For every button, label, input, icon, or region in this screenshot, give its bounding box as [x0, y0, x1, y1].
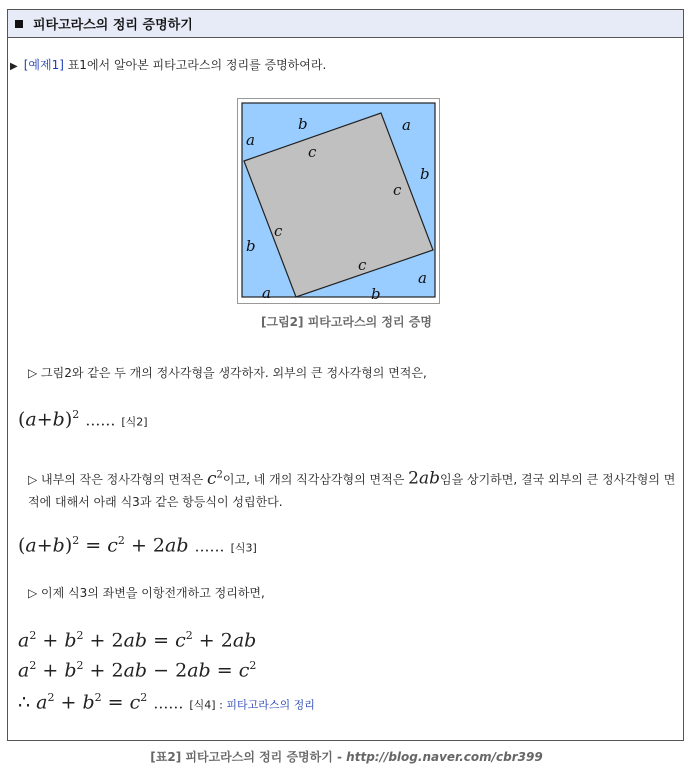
- eq2-dots: ……: [85, 411, 116, 430]
- label-a-bottom: a: [262, 284, 271, 302]
- label-a-right-bottom: a: [418, 269, 427, 287]
- label-b-top: b: [298, 115, 308, 133]
- table-caption-label: [표2] 피타고라스의 정리 증명하기 -: [150, 750, 342, 764]
- equation-expand-2: $a^2 + b^2 + 2ab - 2ab = c^2$: [18, 659, 257, 682]
- example-line: [10, 56, 326, 73]
- panel-title: 피타고라스의 정리 증명하기: [33, 18, 193, 33]
- example-label: [예제1]: [23, 58, 64, 72]
- example-text: 표1에서 알아본 피타고라스의 정리를 증명하여라.: [67, 58, 327, 72]
- eq4-link-pythagoras[interactable]: 피타고라스의 정리: [226, 698, 315, 712]
- triangle-bullet-icon: ▶: [10, 61, 18, 72]
- inline-2ab: 2ab: [408, 468, 440, 489]
- paragraph-3: ▷ 이제 식3의 좌변을 이항전개하고 정리하면,: [28, 586, 265, 600]
- eq4-tag: [식4]: [189, 698, 216, 712]
- table-caption: [0, 748, 693, 765]
- equation-expand-1: $a^2 + b^2 + 2ab = c^2 + 2ab$: [18, 629, 257, 652]
- pythagoras-figure: [237, 98, 440, 304]
- inline-c-squared: $c^2$: [207, 468, 223, 489]
- label-b-bottom: b: [371, 285, 381, 303]
- eq4-dots: ……: [153, 694, 184, 713]
- p2-part-a: ▷ 내부의 작은 정사각형의 면적은: [28, 472, 204, 487]
- label-a-left-top: a: [246, 131, 255, 149]
- label-c-bottom: c: [358, 256, 367, 274]
- blog-url-link[interactable]: http://blog.naver.com/cbr399: [346, 750, 543, 764]
- eq3-dots: ……: [194, 537, 225, 556]
- p2-part-b: 이고, 네 개의 직각삼각형의 면적은: [222, 472, 405, 487]
- label-b-left: b: [246, 237, 256, 255]
- equation-3: $(a+b)^2 = c^2 + 2ab$ …… [식3]: [18, 534, 257, 557]
- paragraph-1: ▷ 그림2와 같은 두 개의 정사각형을 생각하자. 외부의 큰 정사각형의 면적은,: [28, 366, 427, 380]
- figure-caption: [그림2] 피타고라스의 정리 증명: [261, 315, 432, 329]
- proof-diagram: [238, 99, 439, 303]
- label-a-top-right: a: [402, 116, 411, 134]
- label-c-right: c: [393, 181, 402, 199]
- equation-2: $(a+b)^2$ …… [식2]: [18, 408, 148, 431]
- paragraph-2: [28, 464, 681, 513]
- square-bullet-icon: [15, 20, 23, 28]
- eq3-tag: [식3]: [230, 541, 257, 555]
- label-b-right: b: [420, 165, 430, 183]
- label-c-top: c: [308, 143, 317, 161]
- eq2-tag: [식2]: [121, 415, 148, 429]
- label-c-left: c: [274, 222, 283, 240]
- panel-title-bar: [8, 10, 683, 38]
- equation-4: ∴ $a^2 + b^2 = c^2$ …… [식4] : 피타고라스의 정리: [18, 691, 315, 714]
- p2-part-c: 임을 상기하면, 결국 외부의 큰 정사각형의 면적에 대해서 아래 식3과 같은 항등식이 성립한다.: [28, 472, 676, 509]
